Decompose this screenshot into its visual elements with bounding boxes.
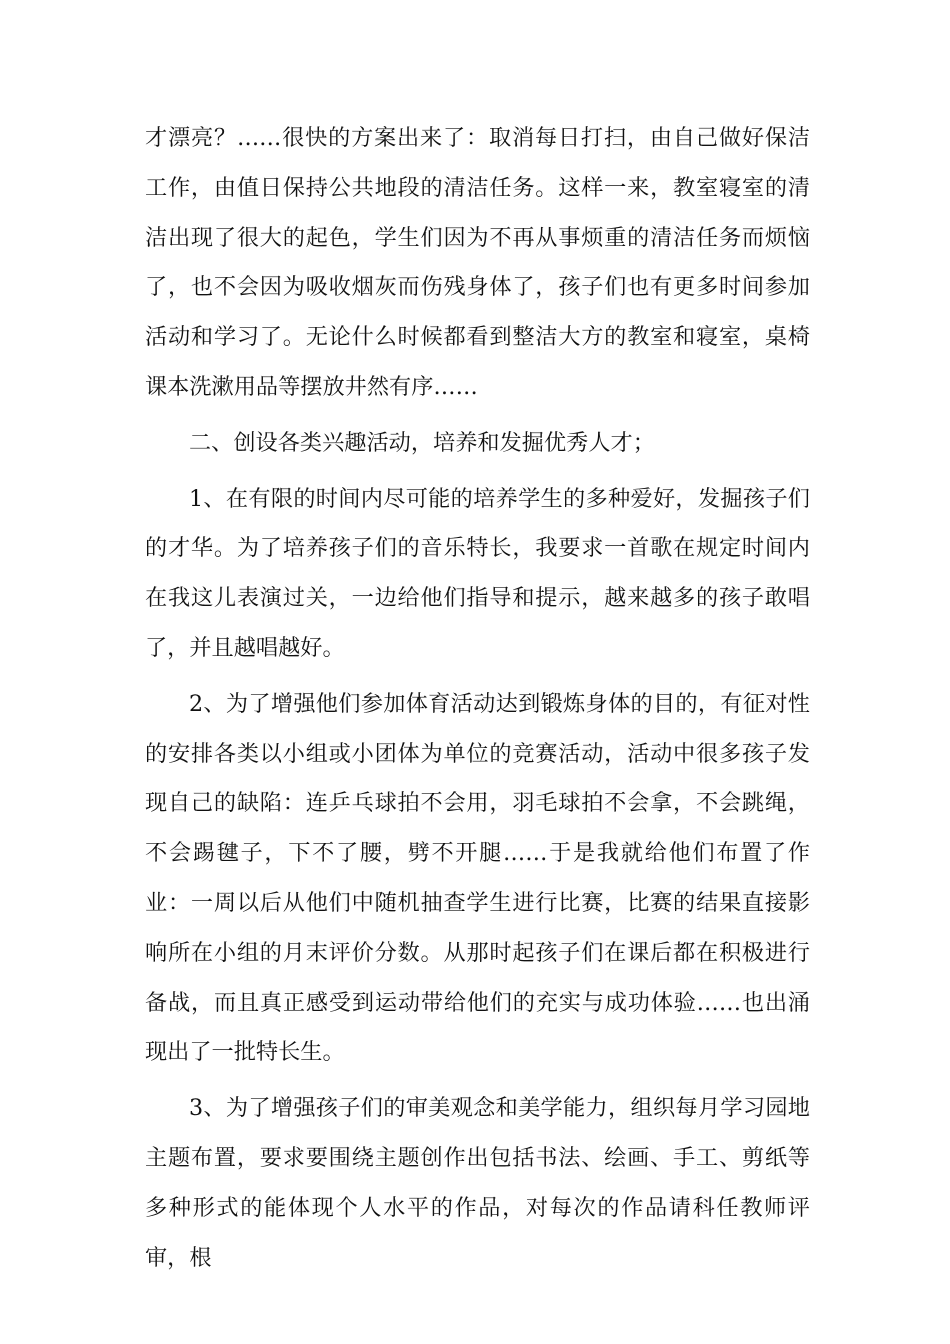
section-heading: 二、创设各类兴趣活动，培养和发掘优秀人才； xyxy=(189,429,655,456)
paragraph-item-1: 1、在有限的时间内尽可能的培养学生的多种爱好，发掘孩子们的才华。为了培养孩子们的音乐特长，我要求一首歌在规定时间内在我这儿表演过关，一边给他们指导和提示，越来越多的孩子敢唱了，并且越唱越好。 xyxy=(145,485,810,661)
paragraph-item-3: 3、为了增强孩子们的审美观念和美学能力，组织每月学习园地主题布置，要求要围绕主题创作出包括书法、绘画、手工、剪纸等多种形式的能体现个人水平的作品，对每次的作品请科任教师评审，根 xyxy=(145,1095,810,1271)
paragraph-continuation: 才漂亮？……很快的方案出来了：取消每日打扫，由自己做好保洁工作，由值日保持公共地段的清洁任务。这样一来，教室寝室的清洁出现了很大的起色，学生们因为不再从事烦重的清洁任务而烦恼了，也不会因为吸收烟灰而伤残身体了，孩子们也有更多时间参加活动和学习了。无论什么时候都看到整洁大方的教室和寝室，桌椅课本洗漱用品等摆放井然有序…… xyxy=(145,125,810,400)
paragraph-item-2: 2、为了增强他们参加体育活动达到锻炼身体的目的，有征对性的安排各类以小组或小团体为单位的竞赛活动，活动中很多孩子发现自己的缺陷：连乒乓球拍不会用，羽毛球拍不会拿，不会跳绳，不会踢毽子，下不了腰，劈不开腿……于是我就给他们布置了作业：一周以后从他们中随机抽查学生进行比赛，比赛的结果直接影响所在小组的月末评价分数。从那时起孩子们在课后都在积极进行备战，而且真正感受到运动带给他们的充实与成功体验……也出涌现出了一批特长生。 xyxy=(145,690,810,1066)
document-body xyxy=(145,114,810,1283)
